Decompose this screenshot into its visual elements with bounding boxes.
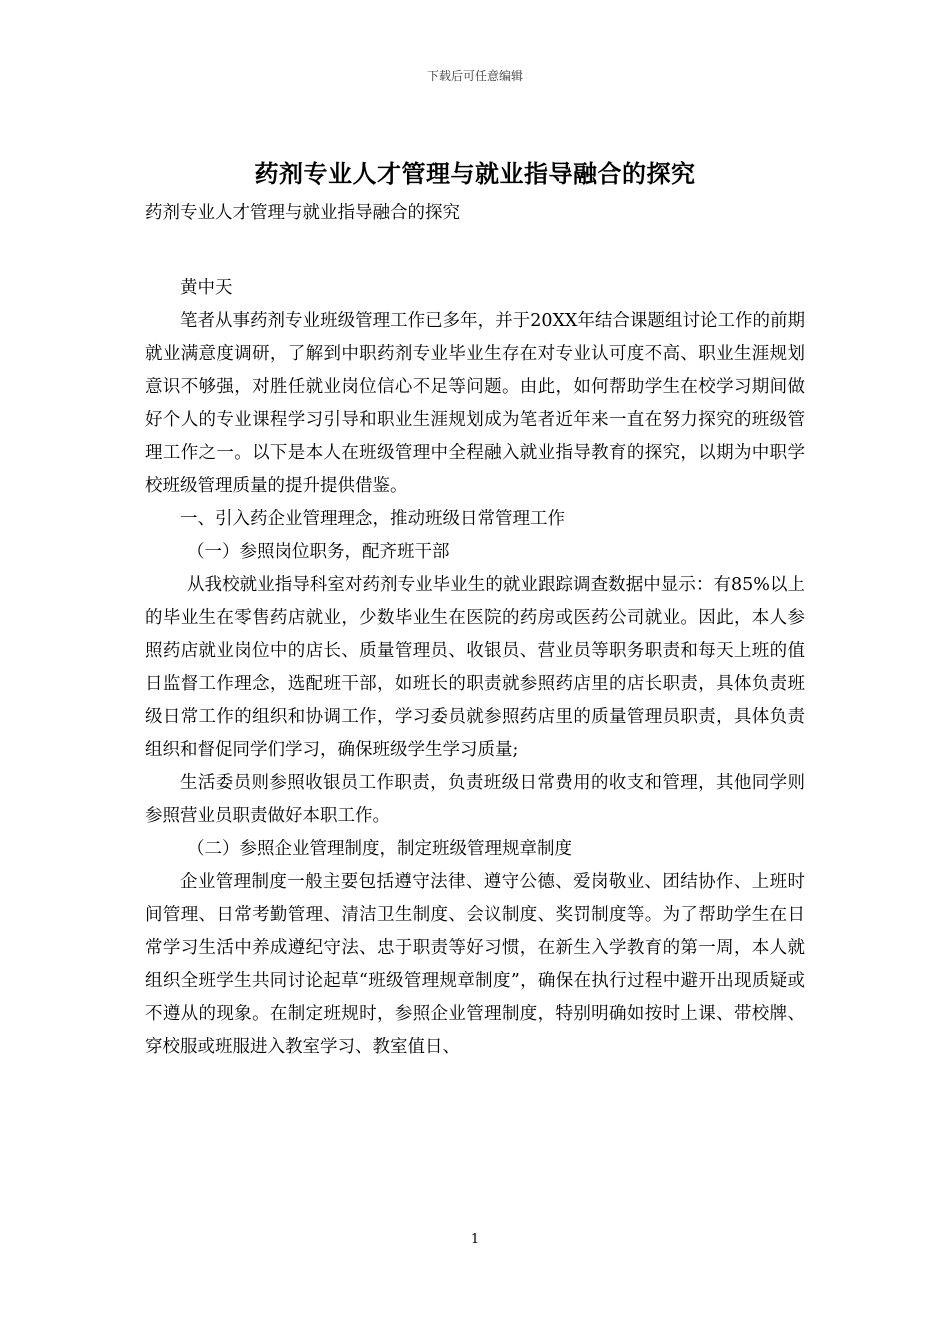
page-number: 1 bbox=[470, 1232, 480, 1247]
paragraph-management-rules: 企业管理制度一般主要包括遵守法律、遵守公德、爱岗敬业、团结协作、上班时间管理、日常考勤管理、清洁卫生制度、会议制度、奖罚制度等。为了帮助学生在日常学习生活中养成遵纪守法、忠于职责等好习惯，在新生入学教育的第一周，本人就组织全班学生共同讨论起草“班级管理规章制度”，确保在执行过程中避开出现质疑或不遵从的现象。在制定班规时，参照企业管理制度，特别明确如按时上课、带校牌、穿校服或班服进入教室学习、教室值日、 bbox=[145, 872, 805, 1057]
subsection-heading-2: （二）参照企业管理制度，制定班级管理规章制度 bbox=[187, 839, 572, 859]
author-line: 黄中天 bbox=[180, 278, 233, 298]
header-note: 下载后可任意编辑 bbox=[426, 69, 523, 83]
document-body bbox=[145, 272, 805, 1064]
document-title: 药剂专业人才管理与就业指导融合的探究 bbox=[254, 160, 696, 188]
subsection-heading-1: （一）参照岗位职务，配齐班干部 bbox=[187, 542, 450, 562]
paragraph-life-committee: 生活委员则参照收银员工作职责，负责班级日常费用的收支和管理，其他同学则参照营业员职责做好本职工作。 bbox=[145, 773, 805, 826]
paragraph-class-cadres: 从我校就业指导科室对药剂专业毕业生的就业跟踪调查数据中显示：有85%以上的毕业生在零售药店就业，少数毕业生在医院的药房或医药公司就业。因此，本人参照药店就业岗位中的店长、质量管理员、收银员、营业员等职务职责和每天上班的值日监督工作理念，选配班干部，如班长的职责就参照药店里的店长职责，具体负责班级日常工作的组织和协调工作，学习委员就参照药店里的质量管理员职责，具体负责组织和督促同学们学习，确保班级学生学习质量; bbox=[145, 575, 805, 760]
document-subtitle: 药剂专业人才管理与就业指导融合的探究 bbox=[145, 203, 460, 223]
paragraph-intro: 笔者从事药剂专业班级管理工作已多年，并于20XX年结合课题组讨论工作的前期就业满意度调研，了解到中职药剂专业毕业生存在对专业认可度不高、职业生涯规划意识不够强，对胜任就业岗位信心不足等问题。由此，如何帮助学生在校学习期间做好个人的专业课程学习引导和职业生涯规划成为笔者近年来一直在努力探究的班级管理工作之一。以下是本人在班级管理中全程融入就业指导教育的探究，以期为中职学校班级管理质量的提升提供借鉴。 bbox=[145, 311, 805, 496]
section-heading-1: 一、引入药企业管理理念，推动班级日常管理工作 bbox=[180, 509, 565, 529]
